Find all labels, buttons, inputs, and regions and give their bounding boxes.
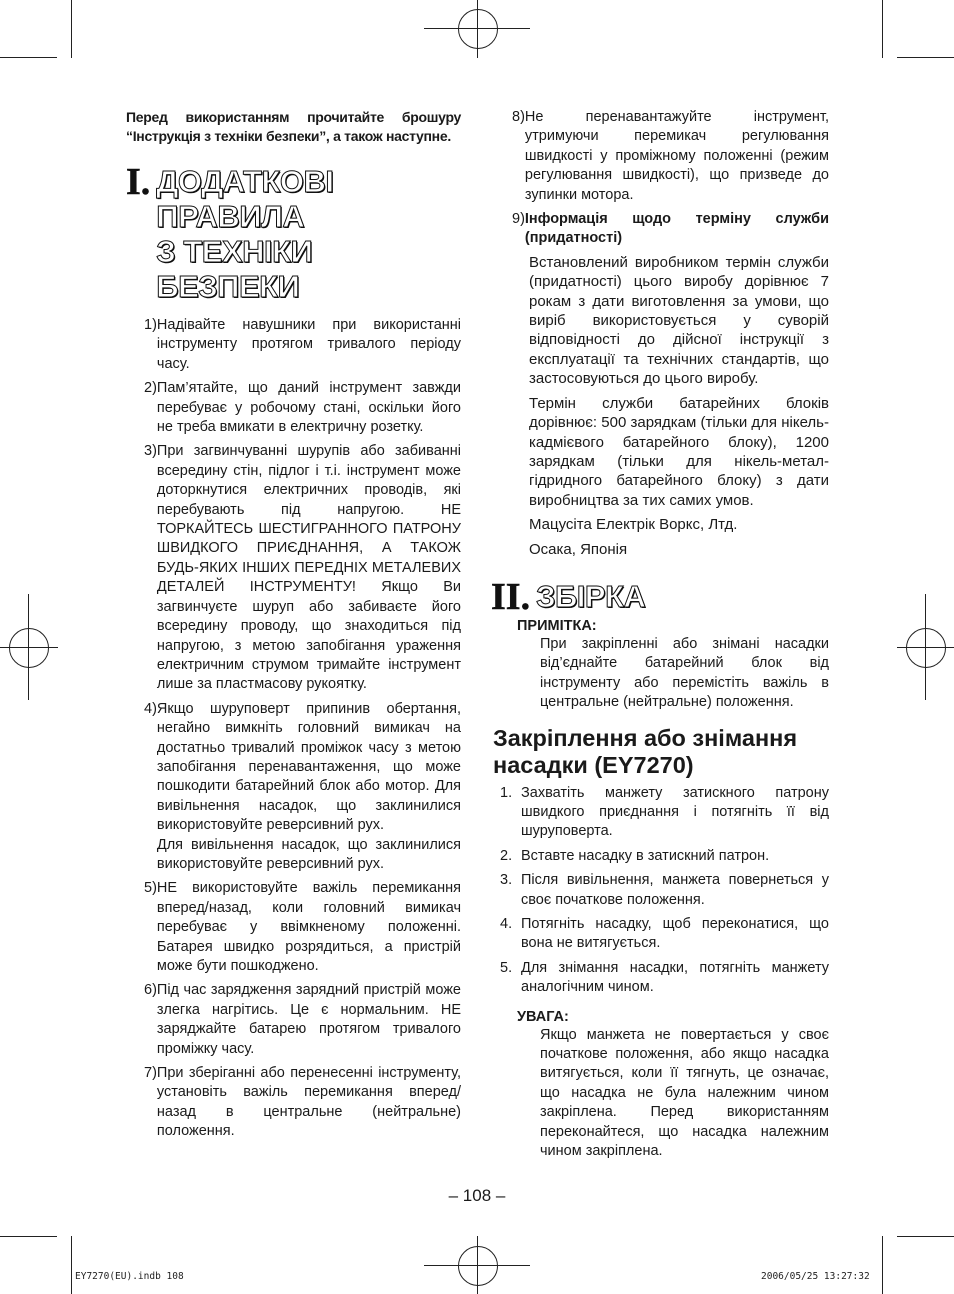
steps-list — [500, 784, 829, 998]
safety-list — [144, 316, 461, 1142]
caution-text: Якщо манжета не повертається у своє початкове положення, або якщо насадка витягується, коли її тягнуть, це означає, що насадка не була належним чином закріплена. Перед використанням переконайтеся, що насадка належним чином закріплена. — [540, 1026, 829, 1160]
list-item: 3) При загвинчуванні шурупів або забиванні всередину стін, підлог і т.і. інструмент може доторкнутися електричних проводів, які перебувають під напругою. НЕ ТОРКАЙТЕСЬ ШЕСТИГРАННОГО ПАТРОНУ ШВИДКОГО ПРИЄДНАННЯ, А ТАКОЖ БУДЬ-ЯКИХ ІНШИХ ПЕРЕДНІХ МЕТАЛЕВИХ ДЕТАЛЕЙ ІНСТРУМЕНТУ! Якщо Ви загвинчуєте шуруп або забиваєте його всередину проводу, що знаходиться під напругою, з метою запобігання ураження електричним струмом тримайте інструмент лише за пластмасову рукоятку. — [144, 443, 461, 693]
section-number: II. — [491, 575, 531, 618]
list-item: 4) Якщо шуруповерт припинив обертання, негайно вимкніть головний вимикач на достатньо тривалий проміжок часу з метою запобігання перенавантаження, що може пошкодити батарейний блок або мотор. Для вивільнення насадок, що заклинилися використовуйте реверсивний рух. Для вивільнення насадок, що заклинилися використовуйте реверсивний рух. — [144, 700, 461, 872]
caution-heading: УВАГА: — [517, 1008, 569, 1025]
left-column — [126, 108, 461, 1142]
note-text: При закріпленні або знімані насадки від’єднайте батарейний блок від інструменту або перемістіть важіль в центральне (нейтральне) положення. — [540, 635, 829, 711]
list-item: 2) Пам’ятайте, що даний інструмент завжди перебуває у робочому стані, оскільки його не треба вмикати в електричну розетку. — [144, 380, 461, 436]
list-item: 3. Після вивільнення, манжета повернеться у своє початкове положення. — [500, 872, 829, 908]
company-city: Осака, Японія — [529, 540, 628, 558]
note-heading: ПРИМІТКА: — [517, 617, 597, 634]
list-item: 8) Не перенавантажуйте інструмент, утримуючи перемикач регулювання швидкості у проміжному положенні (режим регулювання швидкості), що призведе до зупинки мотора. — [512, 109, 829, 203]
service-life-block — [529, 253, 829, 559]
intro-text: Перед використанням прочитайте брошуру “Інструкція з техніки безпеки”, а також наступне. — [126, 109, 461, 144]
section-2-heading — [491, 575, 829, 618]
list-item: 7) При зберіганні або перенесенні інструменту, установіть важіль перемикання вперед/назад в центральне (нейтральне) положення. — [144, 1065, 461, 1140]
section-title-line2: З ТЕХНІКИ БЕЗПЕКИ — [156, 234, 313, 304]
right-column — [491, 108, 829, 1161]
section-1-heading — [126, 161, 461, 304]
company-name: Мацусіта Електрік Воркс, Лтд. — [529, 516, 738, 534]
section-title: ЗБІРКА — [536, 578, 646, 614]
section-title-line1: ДОДАТКОВІ ПРАВИЛА — [156, 164, 334, 234]
subheading: Закріплення або знімання насадки (EY7270) — [493, 724, 798, 778]
list-item: 2. Вставте насадку в затискний патрон. — [500, 847, 770, 864]
service-life-text: Встановлений виробником термін служби (придатності) цього виробу дорівнює 7 рокам з дати виготовлення за умови, що виріб використовується у суворій відповідності до дійсної інструкції з експлуатації та технічних стандартів, що застосовуються до цього виробу. — [529, 253, 829, 388]
list-item: 1. Захватіть манжету затискного патрону швидкого приєднання і потягніть її від шуруповерта. — [500, 784, 829, 840]
page-number: – 108 – — [448, 1186, 506, 1205]
section-number: I. — [126, 161, 151, 203]
list-item: 4. Потягніть насадку, щоб переконатися, що вона не витягується. — [500, 916, 829, 952]
list-item: 9) Інформація щодо терміну служби (придатності) — [512, 211, 829, 247]
list-item: 5. Для знімання насадки, потягніть манжету аналогічним чином. — [500, 959, 829, 996]
battery-life-text: Термін служби батарейних блоків дорівнює: 500 зарядкам (тільки для нікель-кадмієвого батарейного блоку), 1200 зарядкам (тільки для нікель-метал-гідридного батарейного блоку) з дати виробництва за тих самих умов. — [529, 394, 829, 509]
footer-filename: EY7270(EU).indb 108 — [75, 1271, 184, 1282]
list-item: 6) Під час зарядження зарядний пристрій може злегка нагрітись. Це є нормальним. НЕ заряджайте батарею протягом тривалого проміжку часу. — [144, 982, 461, 1057]
footer-datetime: 2006/05/25 13:27:32 — [761, 1271, 870, 1282]
list-item: 1) Надівайте навушники при використанні інструменту протягом тривалого періоду часу. — [144, 317, 461, 372]
list-item: 5) НЕ використовуйте важіль перемикання вперед/назад, коли головний вимикач перебуває у ввімкненому положенні. Батарея швидко розрядиться, а пристрій може бути пошкоджено. — [144, 880, 461, 974]
safety-list-continued — [512, 108, 829, 249]
